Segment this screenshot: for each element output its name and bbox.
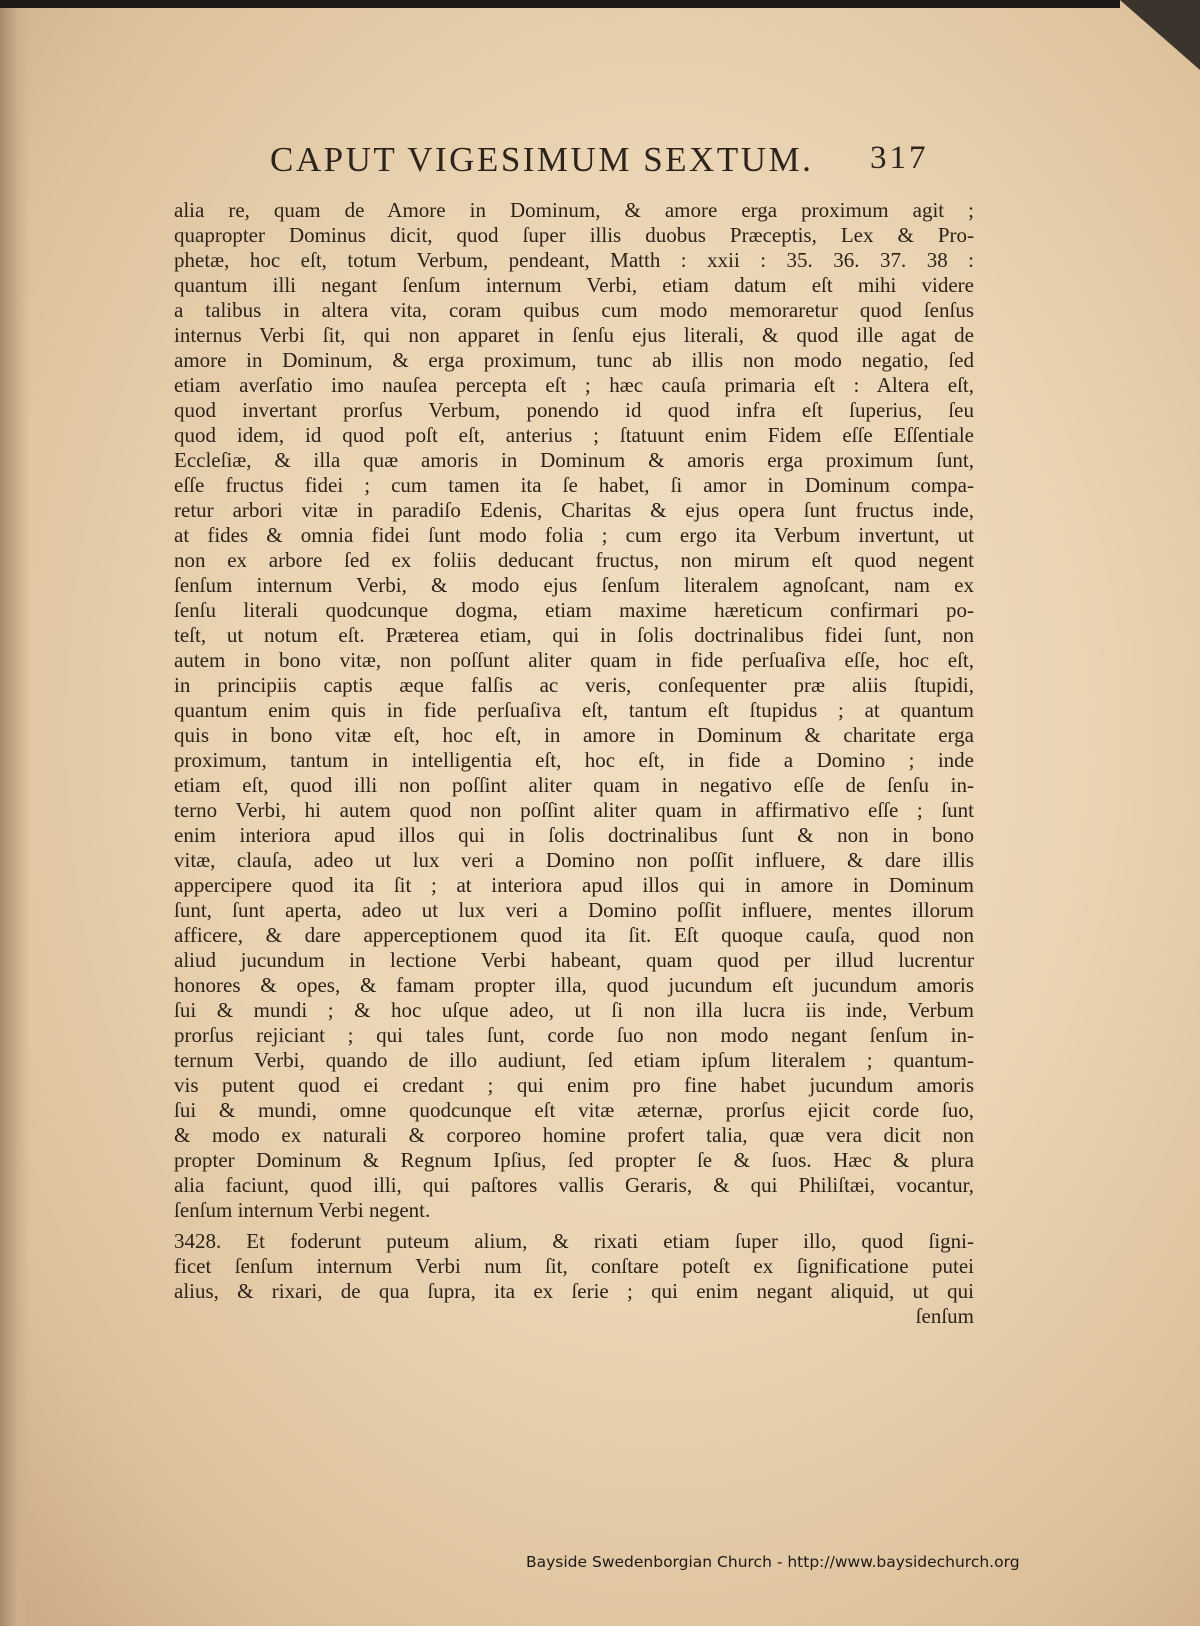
body-line: etiam eſt, quod illi non poſſint aliter quam in negativo eſſe de ſenſu in- xyxy=(174,773,974,797)
body-line: at fides & omnia fidei ſunt modo folia ; cum ergo ita Verbum invertunt, ut xyxy=(174,523,974,547)
body-line: ternum Verbi, quando de illo audiunt, ſed etiam ipſum literalem ; quantum- xyxy=(174,1048,974,1072)
running-title: CAPUT VIGESIMUM SEXTUM. xyxy=(270,140,814,179)
body-line: retur arbori vitæ in paradiſo Edenis, Charitas & ejus opera ſunt fructus inde, xyxy=(174,498,974,522)
body-line: quis in bono vitæ eſt, hoc eſt, in amore in Dominum & charitate erga xyxy=(174,723,974,747)
body-line: terno Verbi, hi autem quod non poſſint aliter quam in affirmativo eſſe ; ſunt xyxy=(174,798,974,822)
body-line: propter Dominum & Regnum Ipſius, ſed propter ſe & ſuos. Hæc & plura xyxy=(174,1148,974,1172)
page-corner-fold xyxy=(1120,0,1200,70)
body-line: ſenſum internum Verbi, & modo ejus ſenſum literalem agnoſcant, nam ex xyxy=(174,573,974,597)
body-line: phetæ, hoc eſt, totum Verbum, pendeant, Matth : xxii : 35. 36. 37. 38 : xyxy=(174,248,974,272)
body-line: honores & opes, & famam propter illa, quod jucundum eſt jucundum amoris xyxy=(174,973,974,997)
body-line: non ex arbore ſed ex foliis deducant fructus, non mirum eſt quod negent xyxy=(174,548,974,572)
body-line: enim interiora apud illos qui in ſolis doctrinalibus ſunt & non in bono xyxy=(174,823,974,847)
page-number: 317 xyxy=(870,140,929,176)
body-line: ſunt, ſunt aperta, adeo ut lux veri a Domino poſſit influere, mentes illorum xyxy=(174,898,974,922)
body-line: ſui & mundi ; & hoc uſque adeo, ut ſi non illa lucra iis inde, Verbum xyxy=(174,998,974,1022)
body-line: ſenſum internum Verbi negent. xyxy=(174,1198,431,1222)
page-top-shadow xyxy=(0,0,1120,8)
body-line: alia faciunt, quod illi, qui paſtores vallis Geraris, & qui Philiſtæi, vocantur, xyxy=(174,1173,974,1197)
body-line: etiam averſatio imo nauſea percepta eſt ; hæc cauſa primaria eſt : Altera eſt, xyxy=(174,373,974,397)
body-line: appercipere quod ita ſit ; at interiora apud illos qui in amore in Dominum xyxy=(174,873,974,897)
body-line: vis putent quod ei credant ; qui enim pro fine habet jucundum amoris xyxy=(174,1073,974,1097)
body-line: afficere, & dare apperceptionem quod ita ſit. Eſt quoque cauſa, quod non xyxy=(174,923,974,947)
text-block xyxy=(174,198,974,1329)
catchword: ſenſum xyxy=(915,1304,974,1328)
body-line: ſui & mundi, omne quodcunque eſt vitæ æternæ, prorſus ejicit corde ſuo, xyxy=(174,1098,974,1122)
body-line: ſenſu literali quodcunque dogma, etiam maxime hæreticum confirmari po- xyxy=(174,598,974,622)
paragraph-3428-line: ficet ſenſum internum Verbi num ſit, conſtare poteſt ex ſignificatione putei xyxy=(174,1254,974,1278)
body-line: eſſe fructus fidei ; cum tamen ita ſe habet, ſi amor in Dominum compa- xyxy=(174,473,974,497)
body-line: vitæ, clauſa, adeo ut lux veri a Domino non poſſit influere, & dare illis xyxy=(174,848,974,872)
paragraph-3428-line: 3428. Et foderunt puteum alium, & rixati etiam ſuper illo, quod ſigni- xyxy=(174,1229,974,1253)
body-line: prorſus rejiciant ; qui tales ſunt, corde ſuo non modo negant ſenſum in- xyxy=(174,1023,974,1047)
body-line: quantum illi negant ſenſum internum Verbi, etiam datum eſt mihi videre xyxy=(174,273,974,297)
body-line: alia re, quam de Amore in Dominum, & amore erga proximum agit ; xyxy=(174,198,974,222)
body-line: aliud jucundum in lectione Verbi habeant, quam quod per illud lucrentur xyxy=(174,948,974,972)
paragraph-3428-line: alius, & rixari, de qua ſupra, ita ex ſerie ; qui enim negant aliquid, ut qui xyxy=(174,1279,974,1303)
body-line: a talibus in altera vita, coram quibus cum modo memoraretur quod ſenſus xyxy=(174,298,974,322)
body-line: amore in Dominum, & erga proximum, tunc ab illis non modo negatio, ſed xyxy=(174,348,974,372)
body-line: autem in bono vitæ, non poſſunt aliter quam in fide perſuaſiva eſſe, hoc eſt, xyxy=(174,648,974,672)
body-line: quantum enim quis in fide perſuaſiva eſt, tantum eſt ſtupidus ; at quantum xyxy=(174,698,974,722)
body-line: Eccleſiæ, & illa quæ amoris in Dominum & amoris erga proximum ſunt, xyxy=(174,448,974,472)
footer-credit: Bayside Swedenborgian Church - http://www.baysidechurch.org xyxy=(526,1553,1020,1571)
body-line: in principiis captis æque falſis ac veris, conſequenter præ aliis ſtupidi, xyxy=(174,673,974,697)
body-line: internus Verbi ſit, qui non apparet in ſenſu ejus literali, & quod ille agat de xyxy=(174,323,974,347)
body-line: quapropter Dominus dicit, quod ſuper illis duobus Præceptis, Lex & Pro- xyxy=(174,223,974,247)
body-line: quod idem, id quod poſt eſt, anterius ; ſtatuunt enim Fidem eſſe Eſſentiale xyxy=(174,423,974,447)
running-head xyxy=(270,140,970,188)
body-line: quod invertant prorſus Verbum, ponendo id quod infra eſt ſuperius, ſeu xyxy=(174,398,974,422)
body-line: & modo ex naturali & corporeo homine profert talia, quæ vera dicit non xyxy=(174,1123,974,1147)
body-line: teſt, ut notum eſt. Præterea etiam, qui in ſolis doctrinalibus fidei ſunt, non xyxy=(174,623,974,647)
body-line: proximum, tantum in intelligentia eſt, hoc eſt, in fide a Domino ; inde xyxy=(174,748,974,772)
